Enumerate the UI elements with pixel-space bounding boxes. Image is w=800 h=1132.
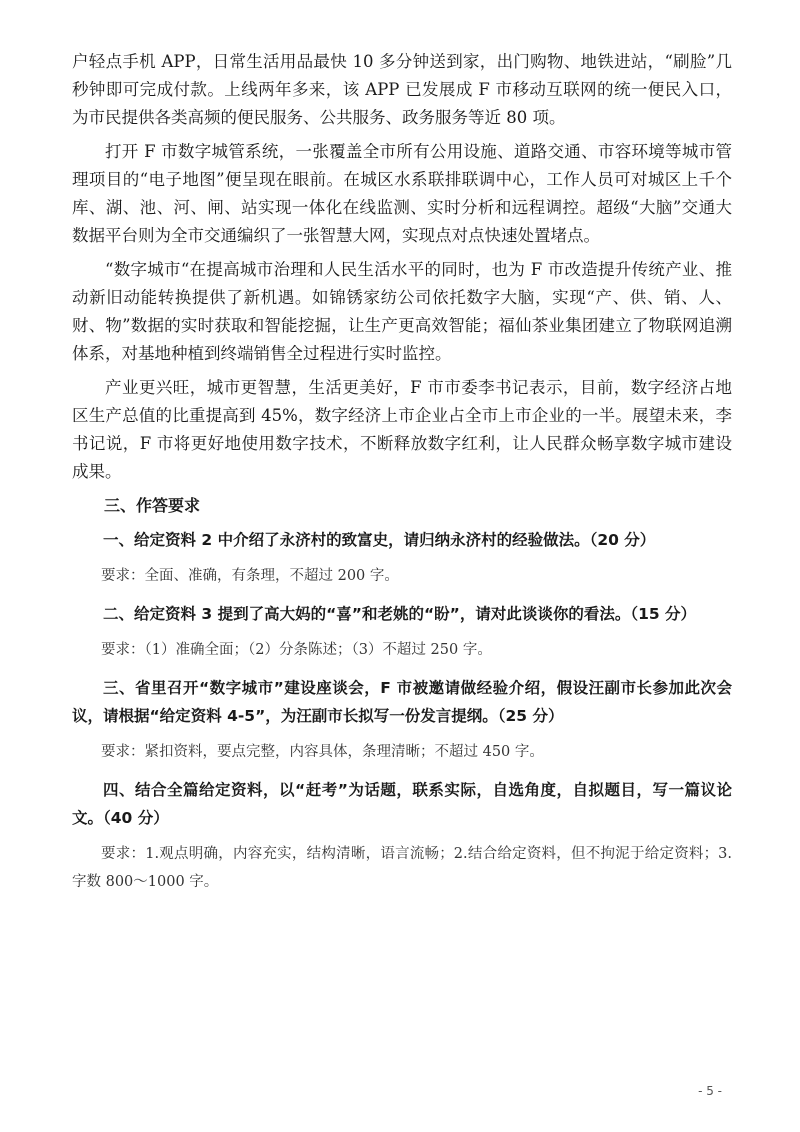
question-2: 二、给定资料 3 提到了高大妈的“喜”和老姚的“盼”，请对此谈谈你的看法。（15 分） [103, 605, 697, 623]
section-title: 三、作答要求 [104, 496, 201, 515]
document-page [72, 48, 732, 906]
question-4-requirement: 要求：1.观点明确，内容充实，结构清晰，语言流畅；2.结合给定资料，但不拘泥于给定资料；3.字数 800～1000 字。 [72, 846, 732, 890]
body-paragraph-2: 打开 F 市数字城管系统，一张覆盖全市所有公用设施、道路交通、市容环境等城市管理项目的“电子地图”便呈现在眼前。在城区水系联排联调中心，工作人员可对城区上千个库、湖、池、河、闸、站实现一体化在线监测、实时分析和远程调控。超级“大脑”交通大数据平台则为全市交通编织了一张智慧大网，实现点对点快速处置堵点。 [72, 142, 732, 245]
question-1-requirement: 要求：全面、准确，有条理，不超过 200 字。 [101, 568, 399, 584]
page-number: - 5 - [698, 1084, 722, 1098]
question-3-requirement: 要求：紧扣资料，要点完整，内容具体，条理清晰；不超过 450 字。 [101, 744, 544, 760]
question-4: 四、结合全篇给定资料，以“赶考”为话题，联系实际，自选角度，自拟题目，写一篇议论文。（40 分） [72, 781, 732, 827]
question-1: 一、给定资料 2 中介绍了永济村的致富史，请归纳永济村的经验做法。（20 分） [103, 531, 656, 549]
body-paragraph-3: “数字城市“在提高城市治理和人民生活水平的同时，也为 F 市改造提升传统产业、推动新旧动能转换提供了新机遇。如锦锈家纺公司依托数字大脑，实现“产、供、销、人、财、物”数据的实时获取和智能挖掘，让生产更高效智能；福仙茶业集团建立了物联网追溯体系，对基地种植到终端销售全过程进行实时监控。 [72, 260, 732, 363]
body-paragraph-1: 户轻点手机 APP，日常生活用品最快 10 多分钟送到家，出门购物、地铁进站，“刷脸”几秒钟即可完成付款。上线两年多来，该 APP 已发展成 F 市移动互联网的统一便民入口，为市民提供各类高频的便民服务、公共服务、政务服务等近 80 项。 [72, 52, 732, 127]
body-paragraph-4: 产业更兴旺，城市更智慧，生活更美好，F 市市委李书记表示，目前，数字经济占地区生产总值的比重提高到 45%，数字经济上市企业占全市上市企业的一半。展望未来，李书记说，F 市将更好地使用数字技术，不断释放数字红利，让人民群众畅享数字城市建设成果。 [72, 378, 732, 481]
question-2-requirement: 要求：（1）准确全面；（2）分条陈述；（3）不超过 250 字。 [101, 642, 492, 658]
question-3: 三、省里召开“数字城市”建设座谈会，F 市被邀请做经验介绍，假设汪副市长参加此次会议，请根据“给定资料 4-5”，为汪副市长拟写一份发言提纲。（25 分） [72, 679, 732, 725]
